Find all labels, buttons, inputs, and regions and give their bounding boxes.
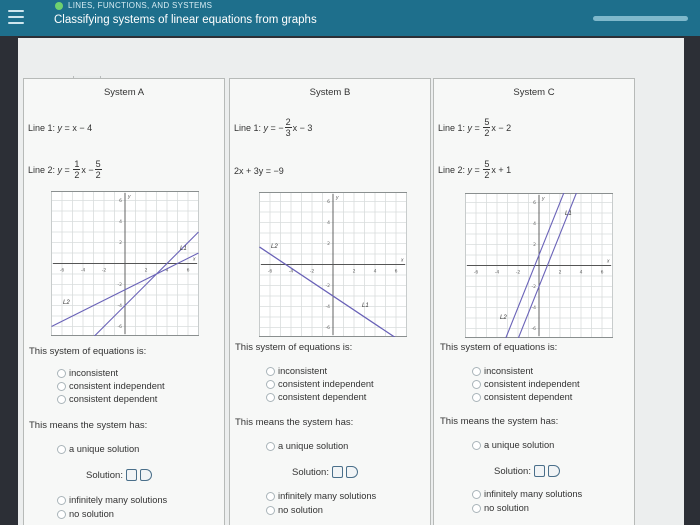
panel-title: System C <box>513 87 555 98</box>
option-consistent-independent[interactable]: consistent independent <box>472 379 580 389</box>
svg-text:y: y <box>336 195 339 201</box>
option-consistent-independent[interactable]: consistent independent <box>266 379 374 389</box>
svg-text:2: 2 <box>352 269 356 275</box>
solution-y-box[interactable] <box>346 466 358 478</box>
option-consistent-independent[interactable]: consistent independent <box>57 381 165 391</box>
svg-text:x: x <box>607 258 610 265</box>
svg-text:-2: -2 <box>515 270 521 276</box>
radio-button[interactable] <box>266 442 275 451</box>
option-unique-solution[interactable]: a unique solution <box>472 440 554 450</box>
svg-text:2: 2 <box>144 268 148 274</box>
option-inconsistent[interactable]: inconsistent <box>57 368 118 378</box>
svg-text:6: 6 <box>533 201 536 206</box>
system-c-panel <box>433 78 635 525</box>
line1-label: L1 <box>565 211 572 217</box>
worksheet <box>18 38 684 525</box>
option-unique-solution[interactable]: a unique solution <box>57 444 139 454</box>
solution-question: This means the system has: <box>235 417 354 428</box>
svg-text:-4: -4 <box>117 304 122 309</box>
svg-text:y: y <box>128 194 131 200</box>
graph <box>51 191 199 336</box>
svg-text:4: 4 <box>579 270 583 276</box>
svg-text:6: 6 <box>600 270 604 276</box>
svg-text:-2: -2 <box>309 269 315 275</box>
option-consistent-dependent[interactable]: consistent dependent <box>57 394 157 404</box>
svg-text:-2: -2 <box>325 284 330 289</box>
option-infinitely-many[interactable]: infinitely many solutions <box>266 491 376 501</box>
svg-text:2: 2 <box>119 241 122 246</box>
svg-text:-4: -4 <box>531 306 536 311</box>
panel-title: System A <box>103 87 145 98</box>
radio-button[interactable] <box>266 380 275 389</box>
radio-button[interactable] <box>266 367 275 376</box>
classification-question: This system of equations is: <box>440 342 558 353</box>
solution-question: This means the system has: <box>440 416 559 427</box>
graph <box>465 193 613 338</box>
page-title: Classifying systems of linear equations from graphs <box>54 14 317 26</box>
svg-text:6: 6 <box>394 269 398 275</box>
svg-text:2: 2 <box>533 243 536 248</box>
line1-equation: Line 1: y = x − 4 <box>28 123 93 133</box>
solution-entry: Solution: <box>86 469 152 481</box>
svg-text:4: 4 <box>327 221 330 226</box>
solution-y-box[interactable] <box>140 469 152 481</box>
svg-text:-4: -4 <box>80 268 86 274</box>
hamburger-icon[interactable] <box>8 10 24 24</box>
svg-text:6: 6 <box>186 268 190 274</box>
option-consistent-dependent[interactable]: consistent dependent <box>266 392 366 402</box>
svg-text:4: 4 <box>165 268 169 274</box>
panel-title: System B <box>309 87 351 98</box>
radio-button[interactable] <box>472 367 481 376</box>
option-no-solution[interactable]: no solution <box>472 503 529 513</box>
svg-text:6: 6 <box>327 200 330 205</box>
radio-button[interactable] <box>266 393 275 402</box>
topic-label: LINES, FUNCTIONS, AND SYSTEMS <box>68 1 213 10</box>
solution-y-box[interactable] <box>548 465 560 477</box>
line2-label: L2 <box>271 244 278 250</box>
svg-text:4: 4 <box>119 220 122 225</box>
graph <box>259 192 407 337</box>
option-infinitely-many[interactable]: infinitely many solutions <box>472 489 582 499</box>
svg-text:-4: -4 <box>325 305 330 310</box>
classification-question: This system of equations is: <box>29 346 147 357</box>
svg-text:4: 4 <box>533 222 536 227</box>
solution-x-box[interactable] <box>534 465 545 477</box>
solution-entry: Solution: <box>494 465 560 477</box>
classification-question: This system of equations is: <box>235 342 353 353</box>
svg-text:2: 2 <box>558 270 562 276</box>
solution-entry: Solution: <box>292 466 358 478</box>
option-no-solution[interactable]: no solution <box>57 509 114 519</box>
svg-text:-6: -6 <box>267 269 273 275</box>
line1-label: L1 <box>180 246 187 252</box>
svg-text:-6: -6 <box>325 326 330 331</box>
svg-text:6: 6 <box>119 199 122 204</box>
line1-equation: Line 1: y = $\frac{5}{2}$ x − 2 <box>438 117 512 138</box>
radio-button[interactable] <box>472 393 481 402</box>
svg-text:x: x <box>193 256 196 263</box>
option-no-solution[interactable]: no solution <box>266 505 323 515</box>
solution-x-box[interactable] <box>332 466 343 478</box>
option-inconsistent[interactable]: inconsistent <box>472 366 533 376</box>
system-a-panel <box>23 78 225 525</box>
progress-bar <box>593 16 688 21</box>
top-bar <box>0 0 700 36</box>
radio-button[interactable] <box>57 382 66 391</box>
line2-label: L2 <box>500 315 507 321</box>
radio-button[interactable] <box>57 395 66 404</box>
svg-text:4: 4 <box>373 269 377 275</box>
svg-text:x: x <box>401 257 404 264</box>
svg-text:-6: -6 <box>59 268 65 274</box>
line2-label: L2 <box>63 300 70 306</box>
line1-equation: Line 1: y = − $\frac{2}{3}$ x − 3 <box>234 117 313 138</box>
radio-button[interactable] <box>57 445 66 454</box>
svg-text:-2: -2 <box>117 283 122 288</box>
svg-text:-4: -4 <box>494 270 500 276</box>
option-unique-solution[interactable]: a unique solution <box>266 441 348 451</box>
svg-text:-2: -2 <box>101 268 107 274</box>
svg-text:2: 2 <box>327 242 330 247</box>
line1-label: L1 <box>362 303 369 309</box>
radio-button[interactable] <box>266 492 275 501</box>
svg-text:-6: -6 <box>531 327 536 332</box>
radio-button[interactable] <box>266 506 275 515</box>
status-dot-icon <box>55 2 63 10</box>
option-infinitely-many[interactable]: infinitely many solutions <box>57 495 167 505</box>
solution-question: This means the system has: <box>29 420 148 431</box>
radio-button[interactable] <box>472 490 481 499</box>
option-consistent-dependent[interactable]: consistent dependent <box>472 392 572 402</box>
option-inconsistent[interactable]: inconsistent <box>266 366 327 376</box>
system-b-panel <box>229 78 431 525</box>
svg-text:-4: -4 <box>288 269 294 275</box>
radio-button[interactable] <box>472 380 481 389</box>
radio-button[interactable] <box>472 504 481 513</box>
svg-text:-2: -2 <box>531 285 536 290</box>
line2-equation: Line 2: y = $\frac{5}{2}$ x + 1 <box>438 159 512 180</box>
svg-text:-6: -6 <box>117 325 122 330</box>
radio-button[interactable] <box>472 441 481 450</box>
radio-button[interactable] <box>57 496 66 505</box>
svg-text:-6: -6 <box>473 270 479 276</box>
radio-button[interactable] <box>57 369 66 378</box>
solution-x-box[interactable] <box>126 469 137 481</box>
line2-equation: Line 2: y = $\frac{1}{2}$ x − $\frac{5}{2}$ <box>28 159 101 180</box>
radio-button[interactable] <box>57 510 66 519</box>
line2-equation: 2x + 3y = −9 <box>234 166 284 176</box>
svg-text:y: y <box>542 196 545 202</box>
